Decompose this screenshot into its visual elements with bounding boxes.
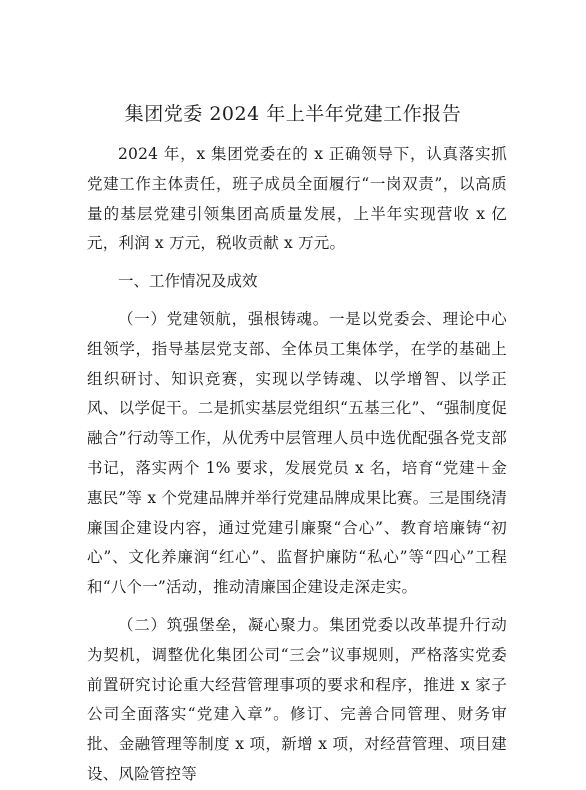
document-title: 集团党委 2024 年上半年党建工作报告: [124, 103, 462, 125]
document-body: [87, 140, 507, 790]
section-heading: 一、工作情况及成效: [118, 272, 258, 291]
intro-paragraph: 2024 年，x 集团党委在的 x 正确领导下，认真落实抓党建工作主体责任，班子成员全面履行“一岗双责”，以高质量的基层党建引领集团高质量发展，上半年实现营收 x 亿元，利润 x 万元，税收贡献 x 万元。: [87, 145, 507, 253]
paragraph-fortress-building: （二）筑强堡垒，凝心聚力。集团党委以改革提升行动为契机，调整优化集团公司“三会”议事规则，严格落实党委前置研究讨论重大经营管理事项的要求和程序，推进 x 家子公司全面落实“党建入章”。修订、完善合同管理、财务审批、金融管理等制度 x 项，新增 x 项，对经营管理、项目建设、风险管控等: [87, 615, 507, 783]
paragraph-party-leadership: （一）党建领航，强根铸魂。一是以党委会、理论中心组领学，指导基层党支部、全体员工集体学，在学的基础上组织研讨、知识竞赛，实现以学铸魂、以学增智、以学正风、以学促干。二是抓实基层党组织“五基三化”、“强制度促融合”行动等工作，从优秀中层管理人员中选优配强各党支部书记，落实两个 1% 要求，发展党员 x 名，培育“党建＋金惠民”等 x 个党建品牌并举行党建品牌成果比赛。三是围绕清廉国企建设内容，通过党建引廉聚“合心”、教育培廉铸“初心”、文化养廉润“红心”、监督护廉防“私心”等“四心”工程和“八个一”活动，推动清廉国企建设走深走实。: [87, 309, 507, 597]
